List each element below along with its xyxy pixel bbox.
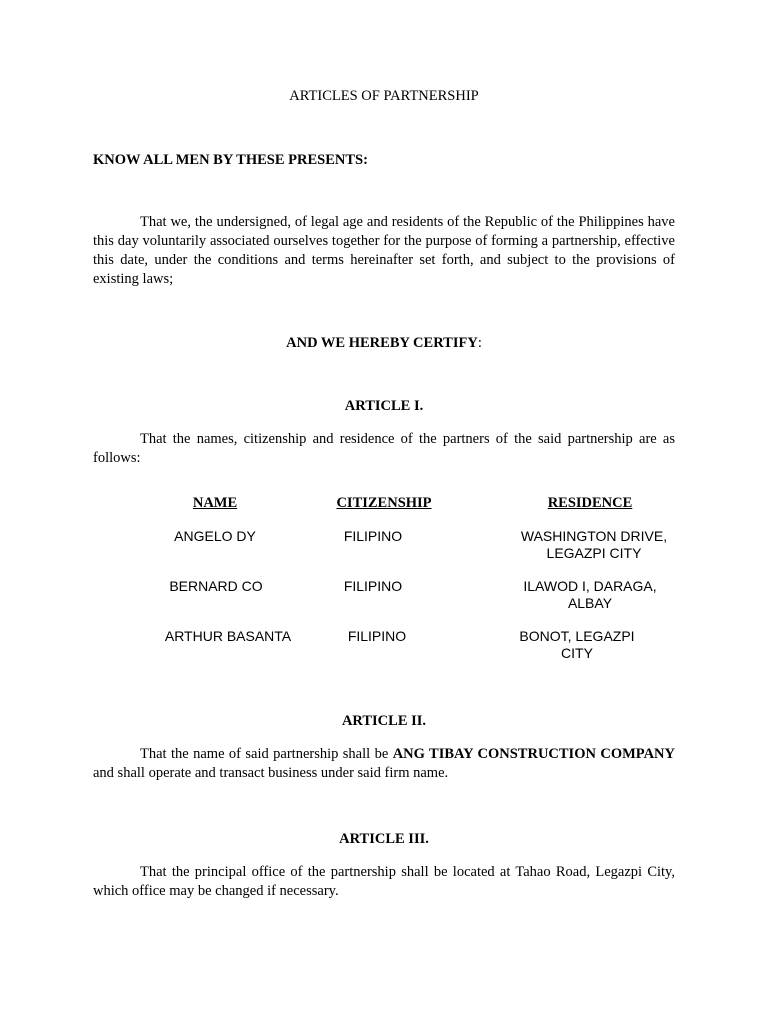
article-2-paragraph — [93, 745, 675, 783]
table-header-residence: RESIDENCE — [547, 495, 633, 511]
partner-residence-line-2: CITY — [561, 645, 593, 661]
partner-residence-line-1: BONOT, LEGAZPI — [519, 628, 635, 644]
partner-name: BERNARD CO — [169, 578, 263, 594]
article-3-heading: ARTICLE III. — [339, 831, 429, 847]
article-1-paragraph — [93, 430, 675, 468]
partner-residence — [500, 578, 680, 612]
table-header-citizenship: CITIZENSHIP — [336, 495, 432, 511]
article-3-text: That the principal office of the partnership shall be located at Tahao Road, Legazpi City, which office may be changed if necessary. — [93, 864, 675, 899]
certify-colon: : — [477, 335, 482, 351]
partner-residence-line-2: ALBAY — [567, 595, 613, 611]
salutation: KNOW ALL MEN BY THESE PRESENTS: — [93, 152, 368, 168]
certify-heading — [93, 334, 675, 353]
partner-residence-line-1: ILAWOD I, DARAGA, — [523, 578, 657, 594]
intro-paragraph — [93, 213, 675, 289]
intro-paragraph-text: That we, the undersigned, of legal age and residents of the Republic of the Philippines have this day voluntarily associated ourselves together for the purpose of forming a partnership, effective this date, under the conditions and terms hereinafter set forth, and subject to the provisions of existing laws; — [93, 214, 675, 287]
article-2-text-before: That the name of said partnership shall be — [140, 746, 393, 762]
partner-residence-line-1: WASHINGTON DRIVE, — [520, 528, 668, 544]
article-2-heading: ARTICLE II. — [341, 713, 427, 729]
partner-citizenship: FILIPINO — [343, 578, 403, 594]
partner-residence — [500, 528, 688, 562]
partner-citizenship: FILIPINO — [347, 628, 407, 644]
article-2-text-after: and shall operate and transact business under said firm name. — [93, 765, 449, 781]
article-1-text: That the names, citizenship and residence of the partners of the said partnership are as follows: — [93, 431, 675, 466]
partner-citizenship: FILIPINO — [343, 528, 403, 544]
table-header-name: NAME — [192, 495, 238, 511]
article-3-paragraph — [93, 863, 675, 901]
company-name: ANG TIBAY CONSTRUCTION COMPANY — [392, 746, 675, 762]
document-title: ARTICLES OF PARTNERSHIP — [289, 88, 479, 104]
partner-residence — [502, 628, 652, 662]
certify-heading-text: AND WE HEREBY CERTIFY — [286, 335, 478, 351]
partner-name: ANGELO DY — [174, 528, 256, 544]
partner-name: ARTHUR BASANTA — [164, 628, 292, 644]
article-1-heading: ARTICLE I. — [344, 398, 424, 414]
partner-residence-line-2: LEGAZPI CITY — [546, 545, 642, 561]
